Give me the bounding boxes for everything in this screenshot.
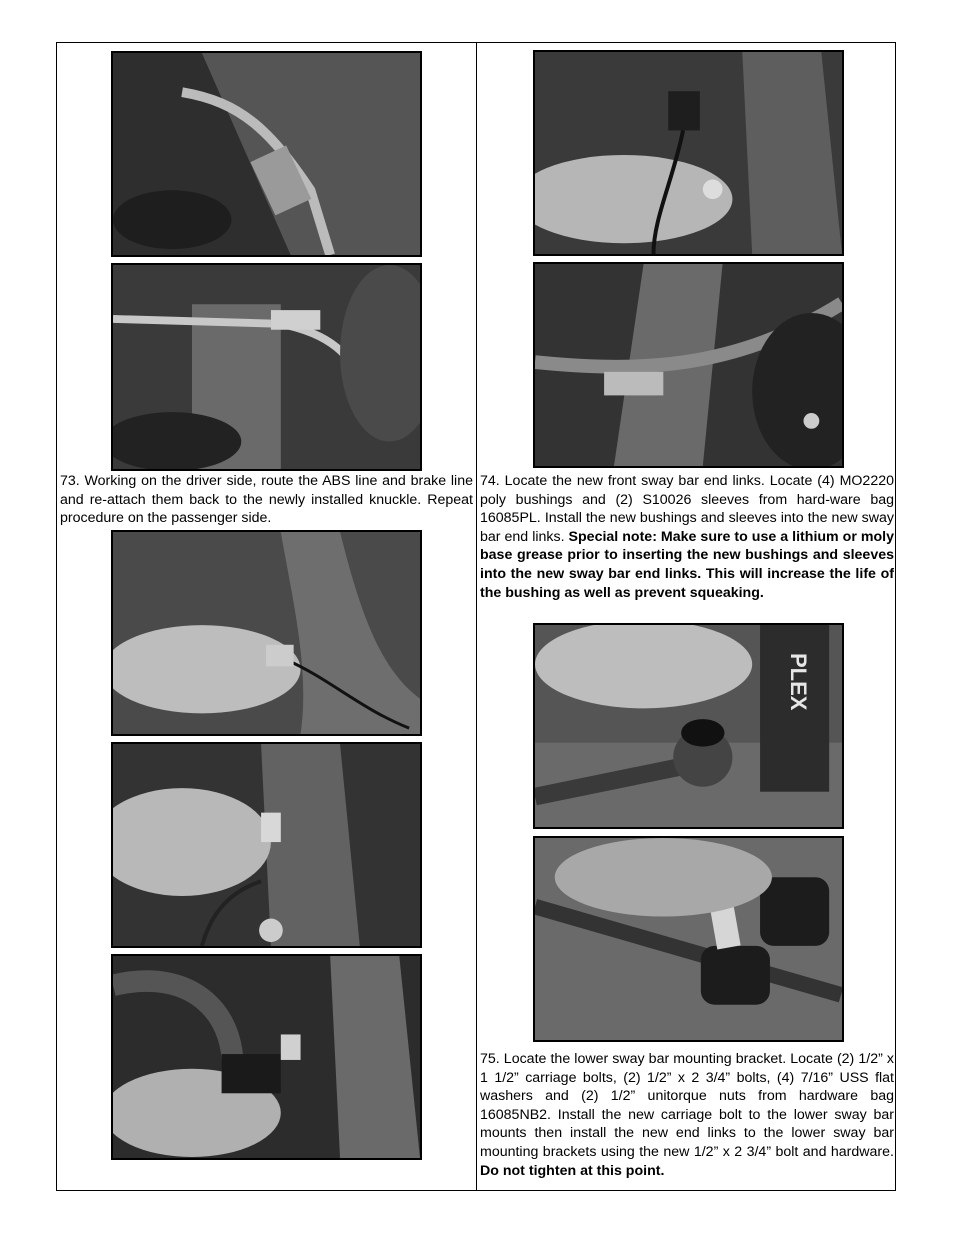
step-75-text [480,1050,894,1180]
grease-can-label: PLEX [786,653,811,711]
photo-hand-connector-frame [533,50,844,256]
step-74-text [480,472,894,602]
photo-hand-abs-connector [111,530,422,736]
photo-brake-line-fitting [111,51,422,257]
step-75-body: 75. Locate the lower sway bar mounting bracket. Locate (2) 1/2” x 1 1/2” carriage bolts, (2) 1/2” x 2 3/4” bolts, (4) 7/16” USS flat washers and (2) 1/2” unitorque nuts from hardware bag 16085NB2. Install the new carriage bolt to the lower sway bar mounts then install the new end links to the lower sway bar mounting brackets using the new 1/2” x 2 3/4” bolt and hardware. [480,1051,894,1160]
photo-abs-line-routing [111,263,422,471]
photo-hand-clip [111,742,422,948]
column-divider [476,42,477,1191]
step-74-special-note: Special note: Make sure to use a lithium or moly base grease prior to inserting the new bushings and sleeves into the new sway bar end links. This will increase the life of the bushing as well as prevent squeaking. [480,528,894,601]
photo-bushing-install [533,623,844,829]
photo-wire-clip-frame [533,262,844,468]
step-74-body: 74. Locate the new front sway bar end links. Locate (4) MO2220 poly bushings and (2) S10026 sleeves from hard-ware bag 16085PL. Install the new bushings and sleeves into the new sway bar end links. [480,473,894,545]
step-75-note: Do not tighten at this point. [480,1162,665,1179]
photo-abs-plug [111,954,422,1160]
step-73-text: 73. Working on the driver side, route the ABS line and brake line and re-attach them back to the newly installed knuckle. Repeat procedure on the passenger side. [60,473,473,527]
photo-sleeve-install [533,836,844,1042]
